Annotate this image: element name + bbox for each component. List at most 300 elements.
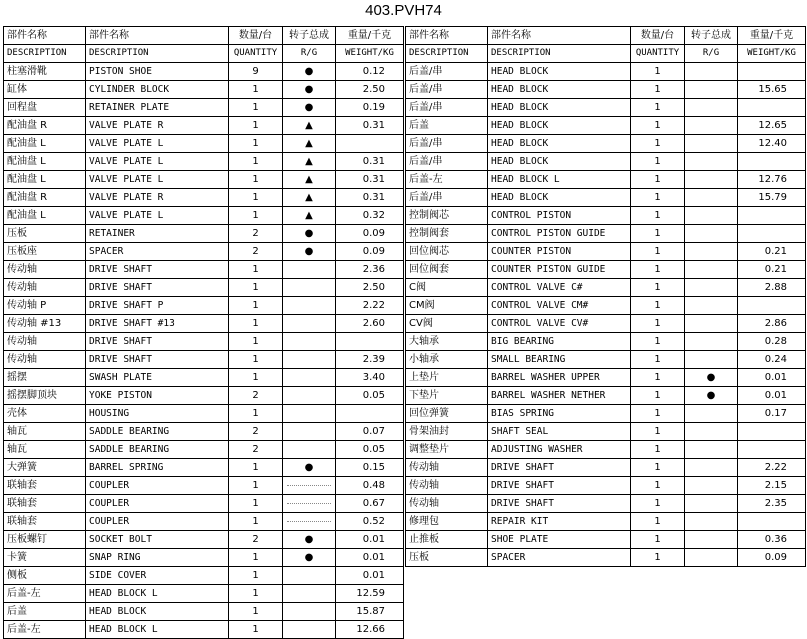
rotor-group-mark bbox=[685, 153, 738, 171]
weight bbox=[738, 225, 806, 243]
part-name-cn: 传动轴 bbox=[4, 261, 86, 279]
part-name-cn: 控制阀套 bbox=[406, 225, 488, 243]
dotted-mark-icon bbox=[287, 521, 331, 522]
header-part-name-cn: 部件名称 bbox=[4, 27, 86, 45]
quantity: 1 bbox=[631, 243, 685, 261]
quantity: 1 bbox=[229, 99, 283, 117]
part-name-en: SNAP RING bbox=[86, 549, 229, 567]
rotor-group-mark: ● bbox=[283, 63, 336, 81]
part-name-en: BIG BEARING bbox=[488, 333, 631, 351]
quantity: 1 bbox=[631, 459, 685, 477]
part-name-en: COUNTER PISTON GUIDE bbox=[488, 261, 631, 279]
part-name-cn: 调整垫片 bbox=[406, 441, 488, 459]
part-name-cn: 后盖-左 bbox=[4, 621, 86, 639]
quantity: 1 bbox=[631, 261, 685, 279]
rotor-group-mark bbox=[283, 567, 336, 585]
part-name-cn: C阀 bbox=[406, 279, 488, 297]
quantity: 9 bbox=[229, 63, 283, 81]
part-name-cn: 后盖-左 bbox=[4, 585, 86, 603]
part-name-cn: 后盖/串 bbox=[406, 153, 488, 171]
quantity: 2 bbox=[229, 225, 283, 243]
rotor-group-mark bbox=[685, 405, 738, 423]
header-part-name-cn: 部件名称 bbox=[406, 27, 488, 45]
weight: 0.15 bbox=[336, 459, 404, 477]
quantity: 2 bbox=[229, 531, 283, 549]
part-name-en: SOCKET BOLT bbox=[86, 531, 229, 549]
weight: 0.09 bbox=[738, 549, 806, 567]
table-row bbox=[4, 225, 404, 243]
part-name-en: COUPLER bbox=[86, 495, 229, 513]
part-name-en: BARREL WASHER NETHER bbox=[488, 387, 631, 405]
header-quantity-en: QUANTITY bbox=[229, 45, 283, 63]
table-row bbox=[406, 531, 806, 549]
weight: 15.65 bbox=[738, 81, 806, 99]
part-name-cn: 大轴承 bbox=[406, 333, 488, 351]
header-rotor-group: 转子总成 bbox=[685, 27, 738, 45]
weight: 0.01 bbox=[738, 387, 806, 405]
part-name-en: CYLINDER BLOCK bbox=[86, 81, 229, 99]
part-name-en: DRIVE SHAFT bbox=[86, 351, 229, 369]
part-name-en: HEAD BLOCK bbox=[86, 603, 229, 621]
quantity: 1 bbox=[229, 171, 283, 189]
table-row bbox=[4, 315, 404, 333]
part-name-en: HEAD BLOCK bbox=[488, 189, 631, 207]
quantity: 1 bbox=[631, 225, 685, 243]
rotor-group-mark: ▲ bbox=[283, 153, 336, 171]
part-name-cn: 后盖/串 bbox=[406, 81, 488, 99]
table-row bbox=[406, 351, 806, 369]
rotor-group-mark bbox=[685, 225, 738, 243]
part-name-en: VALVE PLATE R bbox=[86, 117, 229, 135]
weight: 15.87 bbox=[336, 603, 404, 621]
part-name-cn: 柱塞滑靴 bbox=[4, 63, 86, 81]
table-row bbox=[406, 171, 806, 189]
rotor-group-mark: ▲ bbox=[283, 189, 336, 207]
rotor-group-mark bbox=[685, 207, 738, 225]
quantity: 1 bbox=[229, 567, 283, 585]
table-row bbox=[4, 423, 404, 441]
quantity: 1 bbox=[229, 585, 283, 603]
quantity: 1 bbox=[229, 279, 283, 297]
part-name-en: YOKE PISTON bbox=[86, 387, 229, 405]
part-name-cn: 轴瓦 bbox=[4, 441, 86, 459]
part-name-cn: 后盖/串 bbox=[406, 99, 488, 117]
table-row bbox=[4, 207, 404, 225]
header-part-name-en: 部件名称 bbox=[86, 27, 229, 45]
rotor-group-mark bbox=[283, 513, 336, 531]
table-row bbox=[406, 189, 806, 207]
quantity: 1 bbox=[631, 387, 685, 405]
table-row bbox=[4, 261, 404, 279]
rotor-group-mark: ● bbox=[283, 99, 336, 117]
weight bbox=[738, 441, 806, 459]
quantity: 1 bbox=[229, 603, 283, 621]
weight bbox=[336, 405, 404, 423]
rotor-group-mark: ▲ bbox=[283, 171, 336, 189]
part-name-en: SADDLE BEARING bbox=[86, 423, 229, 441]
part-name-en: HEAD BLOCK bbox=[488, 153, 631, 171]
quantity: 1 bbox=[229, 207, 283, 225]
part-name-en: VALVE PLATE L bbox=[86, 135, 229, 153]
rotor-group-mark: ● bbox=[685, 369, 738, 387]
part-name-cn: 配油盘 L bbox=[4, 135, 86, 153]
part-name-en: VALVE PLATE L bbox=[86, 153, 229, 171]
part-name-cn: 传动轴 bbox=[4, 351, 86, 369]
rotor-group-mark bbox=[685, 117, 738, 135]
table-row bbox=[406, 441, 806, 459]
weight: 2.88 bbox=[738, 279, 806, 297]
part-name-cn: 缸体 bbox=[4, 81, 86, 99]
header-row-cn bbox=[406, 27, 806, 45]
quantity: 1 bbox=[631, 549, 685, 567]
rotor-group-mark bbox=[685, 531, 738, 549]
table-row bbox=[4, 297, 404, 315]
table-row bbox=[406, 333, 806, 351]
quantity: 1 bbox=[631, 333, 685, 351]
part-name-en: CONTROL PISTON bbox=[488, 207, 631, 225]
rotor-group-mark: ▲ bbox=[283, 117, 336, 135]
quantity: 1 bbox=[631, 423, 685, 441]
part-name-en: CONTROL VALVE CV# bbox=[488, 315, 631, 333]
rotor-group-mark: ▲ bbox=[283, 135, 336, 153]
quantity: 1 bbox=[229, 459, 283, 477]
part-name-cn: 壳体 bbox=[4, 405, 86, 423]
header-row-cn bbox=[4, 27, 404, 45]
quantity: 1 bbox=[631, 477, 685, 495]
part-name-cn: 小轴承 bbox=[406, 351, 488, 369]
part-name-cn: 压板 bbox=[4, 225, 86, 243]
table-row bbox=[406, 207, 806, 225]
part-name-en: RETAINER bbox=[86, 225, 229, 243]
part-name-cn: 配油盘 L bbox=[4, 171, 86, 189]
part-name-en: SIDE COVER bbox=[86, 567, 229, 585]
rotor-group-mark bbox=[283, 369, 336, 387]
part-name-cn: 联轴套 bbox=[4, 477, 86, 495]
rotor-group-mark bbox=[685, 513, 738, 531]
table-row bbox=[406, 315, 806, 333]
quantity: 1 bbox=[631, 513, 685, 531]
table-row bbox=[406, 225, 806, 243]
rotor-group-mark bbox=[283, 279, 336, 297]
quantity: 1 bbox=[631, 117, 685, 135]
table-row bbox=[4, 369, 404, 387]
header-rotor-group-en: R/G bbox=[283, 45, 336, 63]
part-name-cn: 卡簧 bbox=[4, 549, 86, 567]
part-name-en: HEAD BLOCK L bbox=[86, 621, 229, 639]
table-row bbox=[4, 621, 404, 639]
quantity: 1 bbox=[631, 495, 685, 513]
table-row bbox=[406, 99, 806, 117]
table-row bbox=[4, 405, 404, 423]
part-name-en: CONTROL VALVE CM# bbox=[488, 297, 631, 315]
rotor-group-mark bbox=[685, 279, 738, 297]
weight bbox=[738, 207, 806, 225]
header-rotor-group: 转子总成 bbox=[283, 27, 336, 45]
part-name-en: BARREL SPRING bbox=[86, 459, 229, 477]
part-name-cn: 后盖/串 bbox=[406, 63, 488, 81]
dotted-mark-icon bbox=[287, 503, 331, 504]
parts-table-left bbox=[3, 26, 404, 639]
weight: 3.40 bbox=[336, 369, 404, 387]
part-name-cn: 后盖 bbox=[406, 117, 488, 135]
part-name-cn: 轴瓦 bbox=[4, 423, 86, 441]
part-name-en: COUNTER PISTON bbox=[488, 243, 631, 261]
header-weight-en: WEIGHT/KG bbox=[336, 45, 404, 63]
weight: 12.65 bbox=[738, 117, 806, 135]
header-part-name-en: 部件名称 bbox=[488, 27, 631, 45]
part-name-cn: CM阀 bbox=[406, 297, 488, 315]
quantity: 1 bbox=[229, 189, 283, 207]
part-name-cn: 传动轴 bbox=[406, 459, 488, 477]
table-row bbox=[4, 135, 404, 153]
quantity: 1 bbox=[229, 135, 283, 153]
part-name-en: CONTROL VALVE C# bbox=[488, 279, 631, 297]
part-name-en: COUPLER bbox=[86, 477, 229, 495]
table-row bbox=[4, 117, 404, 135]
part-name-cn: 后盖/串 bbox=[406, 135, 488, 153]
table-row bbox=[4, 63, 404, 81]
table-row bbox=[4, 495, 404, 513]
weight: 0.09 bbox=[336, 225, 404, 243]
rotor-group-mark bbox=[685, 99, 738, 117]
weight bbox=[738, 513, 806, 531]
weight: 2.22 bbox=[738, 459, 806, 477]
part-name-en: HEAD BLOCK bbox=[488, 81, 631, 99]
rotor-group-mark bbox=[685, 441, 738, 459]
part-name-cn: 后盖-左 bbox=[406, 171, 488, 189]
quantity: 2 bbox=[229, 441, 283, 459]
rotor-group-mark bbox=[283, 315, 336, 333]
part-name-cn: 骨架油封 bbox=[406, 423, 488, 441]
rotor-group-mark bbox=[283, 261, 336, 279]
table-row bbox=[406, 513, 806, 531]
table-row bbox=[4, 351, 404, 369]
part-name-cn: 上垫片 bbox=[406, 369, 488, 387]
weight: 2.15 bbox=[738, 477, 806, 495]
part-name-cn: 后盖 bbox=[4, 603, 86, 621]
header-row-en bbox=[406, 45, 806, 63]
table-row bbox=[406, 495, 806, 513]
quantity: 1 bbox=[229, 549, 283, 567]
table-row bbox=[406, 369, 806, 387]
part-name-cn: 摇摆脚顶块 bbox=[4, 387, 86, 405]
table-row bbox=[406, 243, 806, 261]
part-name-en: SADDLE BEARING bbox=[86, 441, 229, 459]
weight: 2.35 bbox=[738, 495, 806, 513]
part-name-cn: 配油盘 L bbox=[4, 207, 86, 225]
weight: 0.12 bbox=[336, 63, 404, 81]
rotor-group-mark bbox=[685, 243, 738, 261]
quantity: 1 bbox=[229, 621, 283, 639]
header-part-name-en-en: DESCRIPTION bbox=[488, 45, 631, 63]
table-row bbox=[406, 477, 806, 495]
weight: 0.01 bbox=[336, 567, 404, 585]
part-name-en: DRIVE SHAFT bbox=[86, 333, 229, 351]
header-part-name-cn-en: DESCRIPTION bbox=[4, 45, 86, 63]
weight: 2.36 bbox=[336, 261, 404, 279]
weight bbox=[336, 333, 404, 351]
rotor-group-mark bbox=[685, 171, 738, 189]
part-name-en: HEAD BLOCK bbox=[488, 135, 631, 153]
part-name-cn: 修理包 bbox=[406, 513, 488, 531]
quantity: 1 bbox=[631, 441, 685, 459]
quantity: 1 bbox=[631, 369, 685, 387]
weight bbox=[738, 63, 806, 81]
header-weight: 重量/千克 bbox=[738, 27, 806, 45]
part-name-cn: 摇摆 bbox=[4, 369, 86, 387]
weight: 0.31 bbox=[336, 117, 404, 135]
rotor-group-mark bbox=[685, 333, 738, 351]
weight: 15.79 bbox=[738, 189, 806, 207]
part-name-en: SHAFT SEAL bbox=[488, 423, 631, 441]
table-row bbox=[4, 441, 404, 459]
weight bbox=[738, 99, 806, 117]
weight: 0.28 bbox=[738, 333, 806, 351]
rotor-group-mark bbox=[283, 621, 336, 639]
rotor-group-mark: ● bbox=[283, 459, 336, 477]
quantity: 1 bbox=[631, 207, 685, 225]
part-name-cn: 联轴套 bbox=[4, 513, 86, 531]
quantity: 2 bbox=[229, 243, 283, 261]
quantity: 1 bbox=[229, 333, 283, 351]
rotor-group-mark bbox=[283, 441, 336, 459]
rotor-group-mark bbox=[283, 297, 336, 315]
rotor-group-mark bbox=[685, 297, 738, 315]
quantity: 1 bbox=[229, 513, 283, 531]
table-row bbox=[406, 81, 806, 99]
page-title: 403.PVH74 bbox=[365, 2, 442, 19]
rotor-group-mark: ● bbox=[283, 243, 336, 261]
dotted-mark-icon bbox=[287, 485, 331, 486]
rotor-group-mark: ● bbox=[283, 81, 336, 99]
table-row bbox=[406, 153, 806, 171]
table-row bbox=[4, 189, 404, 207]
rotor-group-mark bbox=[685, 459, 738, 477]
quantity: 1 bbox=[229, 351, 283, 369]
header-part-name-en-en: DESCRIPTION bbox=[86, 45, 229, 63]
part-name-en: HEAD BLOCK bbox=[488, 63, 631, 81]
quantity: 1 bbox=[229, 477, 283, 495]
part-name-en: HEAD BLOCK L bbox=[86, 585, 229, 603]
table-row bbox=[4, 279, 404, 297]
weight: 0.52 bbox=[336, 513, 404, 531]
part-name-en: SMALL BEARING bbox=[488, 351, 631, 369]
weight: 2.50 bbox=[336, 81, 404, 99]
part-name-en: RETAINER PLATE bbox=[86, 99, 229, 117]
part-name-en: VALVE PLATE R bbox=[86, 189, 229, 207]
table-row bbox=[4, 549, 404, 567]
part-name-cn: 压板座 bbox=[4, 243, 86, 261]
weight: 0.32 bbox=[336, 207, 404, 225]
weight: 2.60 bbox=[336, 315, 404, 333]
part-name-cn: 下垫片 bbox=[406, 387, 488, 405]
quantity: 1 bbox=[229, 369, 283, 387]
weight: 0.09 bbox=[336, 243, 404, 261]
weight: 0.01 bbox=[738, 369, 806, 387]
weight: 2.22 bbox=[336, 297, 404, 315]
rotor-group-mark bbox=[685, 189, 738, 207]
table-row bbox=[4, 333, 404, 351]
part-name-en: HEAD BLOCK L bbox=[488, 171, 631, 189]
quantity: 2 bbox=[229, 423, 283, 441]
quantity: 1 bbox=[631, 315, 685, 333]
part-name-en: DRIVE SHAFT bbox=[86, 279, 229, 297]
parts-table-left-body bbox=[4, 27, 404, 639]
table-row bbox=[4, 585, 404, 603]
part-name-cn: 传动轴 bbox=[4, 333, 86, 351]
quantity: 1 bbox=[229, 297, 283, 315]
part-name-cn: 联轴套 bbox=[4, 495, 86, 513]
table-row bbox=[406, 135, 806, 153]
weight bbox=[738, 297, 806, 315]
part-name-cn: 回位阀套 bbox=[406, 261, 488, 279]
table-row bbox=[4, 513, 404, 531]
table-row bbox=[406, 117, 806, 135]
table-row bbox=[4, 459, 404, 477]
table-row bbox=[4, 477, 404, 495]
header-quantity: 数量/台 bbox=[631, 27, 685, 45]
part-name-en: VALVE PLATE L bbox=[86, 207, 229, 225]
table-row bbox=[406, 261, 806, 279]
quantity: 1 bbox=[631, 351, 685, 369]
quantity: 1 bbox=[229, 261, 283, 279]
weight: 12.76 bbox=[738, 171, 806, 189]
table-row bbox=[4, 171, 404, 189]
table-row bbox=[4, 387, 404, 405]
weight: 12.66 bbox=[336, 621, 404, 639]
part-name-cn: 回位弹簧 bbox=[406, 405, 488, 423]
header-row-en bbox=[4, 45, 404, 63]
part-name-cn: 侧板 bbox=[4, 567, 86, 585]
part-name-en: DRIVE SHAFT #13 bbox=[86, 315, 229, 333]
rotor-group-mark bbox=[685, 423, 738, 441]
weight: 0.31 bbox=[336, 153, 404, 171]
weight: 2.86 bbox=[738, 315, 806, 333]
table-row bbox=[4, 603, 404, 621]
part-name-en: HEAD BLOCK bbox=[488, 117, 631, 135]
quantity: 1 bbox=[631, 189, 685, 207]
header-rotor-group-en: R/G bbox=[685, 45, 738, 63]
weight: 12.40 bbox=[738, 135, 806, 153]
weight: 0.05 bbox=[336, 387, 404, 405]
table-row bbox=[4, 81, 404, 99]
table-row bbox=[4, 153, 404, 171]
header-weight-en: WEIGHT/KG bbox=[738, 45, 806, 63]
weight: 0.36 bbox=[738, 531, 806, 549]
weight: 0.01 bbox=[336, 531, 404, 549]
part-name-cn: 大弹簧 bbox=[4, 459, 86, 477]
part-name-cn: 配油盘 R bbox=[4, 189, 86, 207]
quantity: 1 bbox=[631, 63, 685, 81]
weight: 0.31 bbox=[336, 189, 404, 207]
part-name-en: PISTON SHOE bbox=[86, 63, 229, 81]
part-name-cn: CV阀 bbox=[406, 315, 488, 333]
part-name-en: DRIVE SHAFT bbox=[488, 477, 631, 495]
weight: 0.17 bbox=[738, 405, 806, 423]
rotor-group-mark bbox=[283, 387, 336, 405]
quantity: 1 bbox=[631, 135, 685, 153]
rotor-group-mark bbox=[283, 477, 336, 495]
rotor-group-mark bbox=[283, 585, 336, 603]
rotor-group-mark bbox=[283, 333, 336, 351]
table-row bbox=[406, 405, 806, 423]
table-row bbox=[406, 423, 806, 441]
part-name-en: VALVE PLATE L bbox=[86, 171, 229, 189]
weight: 0.67 bbox=[336, 495, 404, 513]
part-name-cn: 回位阀芯 bbox=[406, 243, 488, 261]
header-quantity-en: QUANTITY bbox=[631, 45, 685, 63]
weight bbox=[336, 135, 404, 153]
